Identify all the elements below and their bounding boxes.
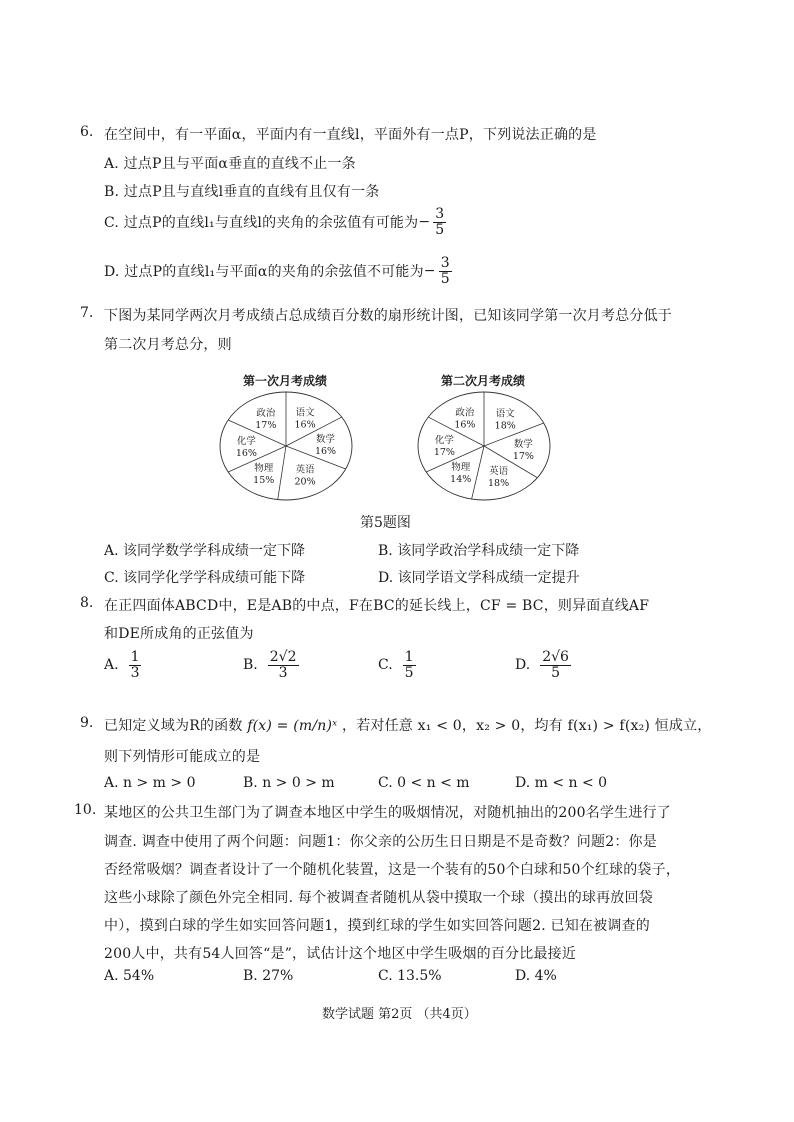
q7-option-c: C. 该同学化学学科成绩可能下降 [104, 570, 306, 586]
q9-number: 9. [80, 715, 94, 731]
negative-sign: − [423, 263, 436, 280]
pie-slice-percent-label: 18% [494, 420, 516, 432]
pie-slice-percent-label: 20% [294, 476, 316, 488]
q7-option-b: B. 该同学政治学科成绩一定下降 [378, 543, 580, 559]
fraction-denominator: 5 [551, 664, 561, 681]
pie-slice-category-label: 英语 [489, 466, 509, 478]
q10-option-c: C. 13.5% [378, 968, 442, 984]
q10-option-a: A. 54% [104, 968, 155, 984]
fraction [268, 650, 299, 680]
option-label: B. [243, 657, 258, 674]
q7-stem-line1: 下图为某同学两次月考成绩占总成绩百分数的扇形统计图，已知该同学第一次月考总分低于 [104, 308, 672, 324]
pie-chart-first-exam [216, 390, 356, 502]
q6-number: 6. [80, 124, 94, 140]
pie-slice-percent-label: 17% [512, 451, 534, 463]
fraction-numerator: 1 [404, 649, 414, 665]
pie-slice-category-label: 物理 [254, 462, 274, 474]
pie-slice-percent-label: 16% [314, 445, 337, 457]
pie1-title: 第一次月考成绩 [243, 374, 328, 388]
pie-slice-percent-label: 17% [255, 420, 277, 432]
fraction-numerator: 1 [130, 649, 140, 665]
q8-option-b [243, 650, 301, 680]
q10-line2: 调查. 调查中使用了两个问题：问题1：你父亲的公历生日日期是不是奇数？问题2：你是 [104, 834, 657, 850]
fraction-numerator: 2√2 [269, 649, 297, 665]
fraction-numerator: 3 [435, 206, 445, 222]
q9-option-d: D. m < n < 0 [515, 775, 608, 791]
q10-option-b: B. 27% [243, 968, 294, 984]
pie-slice-percent-label: 16% [454, 419, 476, 431]
pie-slice-category-label: 化学 [434, 434, 454, 446]
pie-slice-category-label: 数学 [316, 433, 336, 445]
q10-line4: 这些小球除了颜色外完全相同. 每个被调查者随机从袋中摸取一个球（摸出的球再放回袋 [104, 890, 653, 906]
fraction [403, 650, 416, 680]
pie2-title: 第二次月考成绩 [441, 374, 526, 388]
fraction [129, 650, 142, 680]
q10-line6: 200人中，共有54人回答“是”，试估计这个地区中学生吸烟的百分比最接近 [104, 946, 577, 962]
fraction [433, 207, 446, 237]
pie-slice-category-label: 语文 [495, 408, 515, 420]
pie-slice-percent-label: 16% [235, 448, 257, 459]
option-label: D. [515, 657, 531, 674]
q9-stem-post: ，若对任意 x₁ < 0，x₂ > 0，均有 f(x₁) > f(x₂) 恒成立， [342, 718, 712, 734]
q6-option-d [104, 256, 454, 286]
negative-sign: − [418, 214, 431, 231]
q7-stem-line2: 第二次月考总分，则 [104, 337, 232, 353]
q7-number: 7. [80, 305, 94, 321]
q6-option-c-text: C. 过点P的直线l₁与直线l的夹角的余弦值有可能为 [104, 215, 419, 232]
q9-function: f(x) = (m/n)ˣ [247, 718, 338, 734]
pie-slice-percent-label: 14% [450, 474, 472, 486]
pie-slice-category-label: 政治 [256, 408, 276, 420]
fraction-numerator: 3 [440, 255, 450, 271]
fraction [540, 650, 571, 680]
fraction-denominator: 5 [435, 221, 445, 238]
figure-caption: 第5题图 [360, 515, 411, 531]
page-footer: 数学试题 第2页 （共4页） [322, 1007, 477, 1022]
pie-slice-category-label: 化学 [236, 436, 256, 447]
q10-line1: 某地区的公共卫生部门为了调查本地区中学生的吸烟情况，对随机抽出的200名学生进行了 [104, 805, 671, 821]
q6-option-c [104, 207, 448, 237]
q8-number: 8. [80, 595, 94, 611]
q9-option-c: C. 0 < n < m [378, 775, 470, 791]
pie-slice-percent-label: 17% [433, 446, 455, 458]
fraction-denominator: 3 [130, 664, 140, 681]
q9-option-b: B. n > 0 > m [243, 775, 335, 791]
pie-slice-category-label: 英语 [295, 464, 315, 476]
q9-stem-line1 [104, 715, 712, 735]
pie-slice-category-label: 数学 [513, 439, 533, 451]
q7-option-a: A. 该同学数学学科成绩一定下降 [104, 543, 306, 559]
option-label: C. [378, 657, 393, 674]
fraction [439, 256, 452, 286]
q8-option-c [378, 650, 418, 680]
pie-slice-category-label: 物理 [451, 462, 471, 474]
q7-option-d: D. 该同学语文学科成绩一定提升 [378, 570, 580, 586]
q10-option-d: D. 4% [515, 968, 557, 984]
option-label: A. [104, 657, 119, 674]
q10-line3: 否经常吸烟？调查者设计了一个随机化装置，这是一个装有的50个白球和50个红球的袋子， [104, 862, 681, 878]
q10-number: 10. [74, 802, 97, 818]
pie-slice-category-label: 语文 [295, 407, 315, 419]
q6-option-d-text: D. 过点P的直线l₁与平面α的夹角的余弦值不可能为 [104, 264, 424, 281]
pie-slice-percent-label: 16% [294, 419, 316, 431]
q6-stem: 在空间中，有一平面α，平面内有一直线l，平面外有一点P，下列说法正确的是 [104, 127, 597, 143]
pie-slice-percent-label: 18% [488, 478, 510, 490]
q10-line5: 中），摸到白球的学生如实回答问题1，摸到红球的学生如实回答问题2. 已知在被调查的 [104, 918, 650, 934]
fraction-denominator: 5 [404, 664, 414, 681]
q9-option-a: A. n > m > 0 [104, 775, 196, 791]
fraction-denominator: 3 [278, 664, 288, 681]
q8-stem-line1: 在正四面体ABCD中，E是AB的中点，F在BC的延长线上，CF = BC，则异面直线AF [104, 598, 650, 614]
q8-option-a [104, 650, 143, 680]
q8-option-d [515, 650, 573, 680]
pie-slice-category-label: 政治 [455, 407, 475, 419]
pie-chart-second-exam [414, 390, 554, 502]
q6-option-a: A. 过点P且与平面α垂直的直线不止一条 [104, 156, 356, 172]
q8-stem-line2: 和DE所成角的正弦值为 [104, 626, 254, 642]
q6-option-b: B. 过点P且与直线l垂直的直线有且仅有一条 [104, 184, 380, 200]
pie-slice-percent-label: 15% [253, 474, 275, 486]
q9-stem-line2: 则下列情形可能成立的是 [104, 749, 261, 765]
q9-stem-pre: 已知定义域为R的函数 [104, 718, 243, 734]
fraction-denominator: 5 [440, 270, 450, 287]
fraction-numerator: 2√6 [542, 649, 569, 665]
